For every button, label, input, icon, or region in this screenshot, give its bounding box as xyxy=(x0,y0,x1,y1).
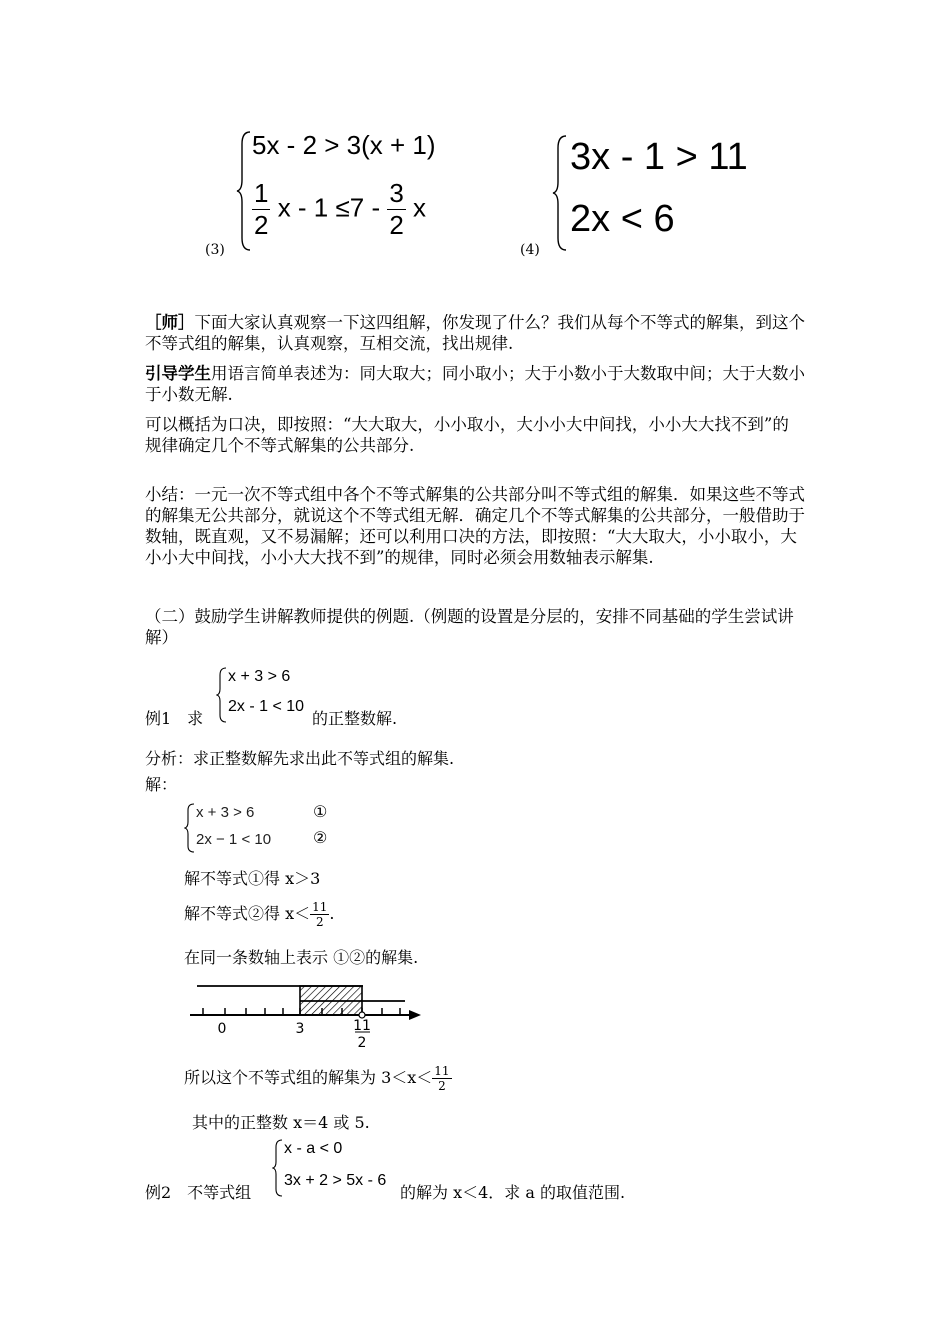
tick-label-11: 11 xyxy=(353,1018,371,1034)
system-4-label: (4) xyxy=(520,242,540,258)
system-4-brace xyxy=(552,134,568,252)
example-2-suffix: 的解为 x＜4．求 a 的取值范围. xyxy=(400,1183,626,1202)
step-2: 解不等式②得 x＜ $\frac{11}{2}$ . xyxy=(184,900,335,929)
example-1-prefix: 例1 求 xyxy=(145,709,204,728)
example-1-suffix: 的正整数解. xyxy=(312,709,398,728)
system-3-line-2: $\frac{1}{2}$ x - 1 ≤7 - $\frac{3}{2}$ x xyxy=(254,178,427,240)
solution-line-1: x + 3 > 6 xyxy=(196,804,255,821)
fraction-one-half: $\frac{1}{2}$ xyxy=(254,178,269,240)
system-3-line-1: 5x - 2 > 3(x + 1) xyxy=(252,130,436,160)
example-2-prefix: 例2 不等式组 xyxy=(145,1183,252,1202)
example-1-line-1: x + 3 > 6 xyxy=(228,668,291,685)
example-2-line-2: 3x + 2 > 5x - 6 xyxy=(284,1172,387,1189)
section-two-heading: （二）鼓励学生讲解教师提供的例题.（例题的设置是分层的，安排不同基础的学生尝试讲解） xyxy=(145,607,794,647)
example-1-brace xyxy=(216,666,228,724)
positive-integers: 其中的正整数 x＝4 或 5. xyxy=(192,1113,370,1132)
system-4-line-2: 2x < 6 xyxy=(570,198,675,240)
example-1-line-2: 2x - 1 < 10 xyxy=(228,698,305,715)
solution-label: 解： xyxy=(145,775,178,794)
guide-paragraph: 引导学生用语言简单表述为：同大取大；同小取小；大于小数小于大数取中间；大于大数小于小数无解. xyxy=(145,364,805,404)
fraction-three-halves: $\frac{3}{2}$ xyxy=(389,178,404,240)
summary-paragraph: 小结：一元一次不等式组中各个不等式解集的公共部分叫不等式组的解集．如果这些不等式的解集无公共部分，就说这个不等式组无解．确定几个不等式解集的公共部分，一般借助于数轴，既直观，又不易漏解；还可以利用口决的方法，即按照：“大大取大，小小取小，大小小大中间找，小小大大找不到”的规律，同时必须会用数轴表示解集. xyxy=(145,485,805,567)
solution-hatch xyxy=(300,986,362,1015)
solution-brace xyxy=(184,802,196,854)
example-2-brace xyxy=(272,1138,284,1198)
step-1: 解不等式①得 x＞3 xyxy=(184,869,321,888)
system-4-line-1: 3x - 1 > 11 xyxy=(570,136,748,178)
mnemonic-paragraph: 可以概括为口决，即按照：“大大取大，小小取小，大小小大中间找，小小大大找不到”的规律确定几个不等式解集的公共部分. xyxy=(145,415,789,455)
axis-arrow xyxy=(409,1010,421,1020)
teacher-paragraph: ［师］下面大家认真观察一下这四组解，你发现了什么？我们从每个不等式的解集，到这个不等式组的解集，认真观察，互相交流，找出规律. xyxy=(145,313,805,353)
solution-line-2: 2x − 1 < 10 xyxy=(196,831,272,848)
conclusion: 所以这个不等式组的解集为 3＜x＜ $\frac{11}{2}$ xyxy=(184,1064,450,1093)
system-3-brace xyxy=(236,130,252,252)
example-2-line-1: x - a < 0 xyxy=(284,1140,343,1157)
step-3: 在同一条数轴上表示 ①②的解集. xyxy=(184,948,419,967)
tick-label-3: 3 xyxy=(295,1021,305,1037)
tick-label-0: 0 xyxy=(217,1021,227,1037)
guide-tag: 引导学生 xyxy=(145,364,211,383)
number-line xyxy=(185,978,425,1050)
circle-one-mark: ① xyxy=(313,802,328,821)
teacher-tag: ［师］ xyxy=(145,313,195,332)
tick-label-den: 2 xyxy=(357,1035,367,1050)
analysis-text: 分析：求正整数解先求出此不等式组的解集. xyxy=(145,749,455,768)
circle-two-mark: ② xyxy=(313,828,328,847)
system-3-label: (3) xyxy=(205,242,225,258)
